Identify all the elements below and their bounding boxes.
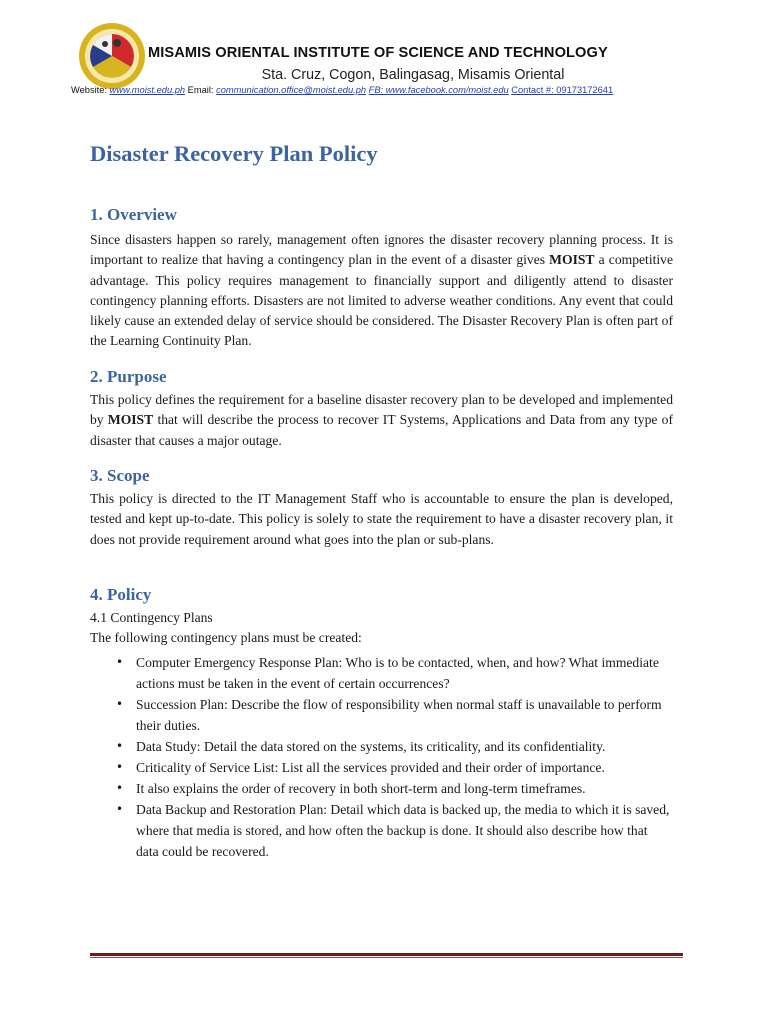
email-link[interactable]: communication.office@moist.edu.ph: [216, 85, 367, 95]
heading-overview: 1. Overview: [90, 205, 177, 224]
text: that will describe the process to recover IT Systems, Applications and Data from any type of disaster that causes a major outage.: [90, 412, 673, 448]
email-label: Email:: [187, 85, 214, 95]
heading-scope: 3. Scope: [90, 466, 150, 485]
heading-policy: 4. Policy: [90, 585, 152, 604]
text: Since disasters happen so rarely, management often ignores the disaster recovery planning process. It is important to realize that having a contingency plan in the event of a disaster gives: [90, 232, 673, 268]
address-text: Sta. Cruz, Cogon, Balingasag, Misamis Oriental: [261, 67, 565, 83]
text: a competitive advantage. This policy requires management to financially support and diligently attend to disaster contingency planning efforts. Disasters are not limited to adverse weather conditions. Any event that could likely cause an extended delay of service should be considered. The Disaster Recovery Plan is often part of the Learning Continuity Plan.: [90, 252, 673, 349]
purpose-paragraph: [90, 390, 673, 451]
contingency-plan-list: [90, 652, 673, 862]
list-item: • Data Study: Detail the data stored on the systems, its criticality, and its confidentiality.: [90, 736, 673, 757]
website-link[interactable]: www.moist.edu.ph: [109, 85, 186, 95]
text: This policy defines the requirement for a baseline disaster recovery plan to be developed and implemented by: [90, 392, 673, 428]
list-item: • Criticality of Service List: List all the services provided and their order of importance.: [90, 757, 673, 778]
scope-paragraph: This policy is directed to the IT Management Staff who is accountable to ensure the plan is developed, tested and kept up-to-date. This policy is solely to state the requirement to have a disaster recovery plan, it does not provide requirement around what goes into the plan or sub-plans.: [90, 491, 673, 547]
list-item: • Computer Emergency Response Plan: Who is to be contacted, when, and how? What immediate actions must be taken in the event of certain occurrences?: [90, 652, 673, 694]
overview-paragraph: [90, 230, 673, 352]
contact-line: [71, 85, 613, 95]
institution-address: [0, 67, 768, 83]
facebook-link[interactable]: FB: www.facebook.com/moist.edu: [368, 85, 509, 95]
list-item: • Succession Plan: Describe the flow of responsibility when normal staff is unavailable to perform their duties.: [90, 694, 673, 736]
list-item: • It also explains the order of recovery in both short-term and long-term timeframes.: [90, 778, 673, 799]
institution-name: MISAMIS ORIENTAL INSTITUTE OF SCIENCE AND TECHNOLOGY: [148, 45, 608, 61]
subheading-contingency-plans: 4.1 Contingency Plans: [90, 610, 213, 625]
policy-intro: The following contingency plans must be created:: [90, 630, 362, 645]
heading-purpose: 2. Purpose: [90, 367, 167, 386]
document-title: Disaster Recovery Plan Policy: [90, 141, 378, 166]
org-name: MOIST: [107, 412, 154, 428]
org-name: MOIST: [549, 252, 595, 268]
contact-number-link[interactable]: Contact #: 09173172641: [511, 85, 614, 95]
list-item: • Data Backup and Restoration Plan: Detail which data is backed up, the media to which it is saved, where that media is stored, and how often the backup is done. It should also describe how that data could be recovered.: [90, 799, 673, 862]
footer-divider: [90, 953, 683, 958]
website-label: Website:: [71, 85, 107, 95]
